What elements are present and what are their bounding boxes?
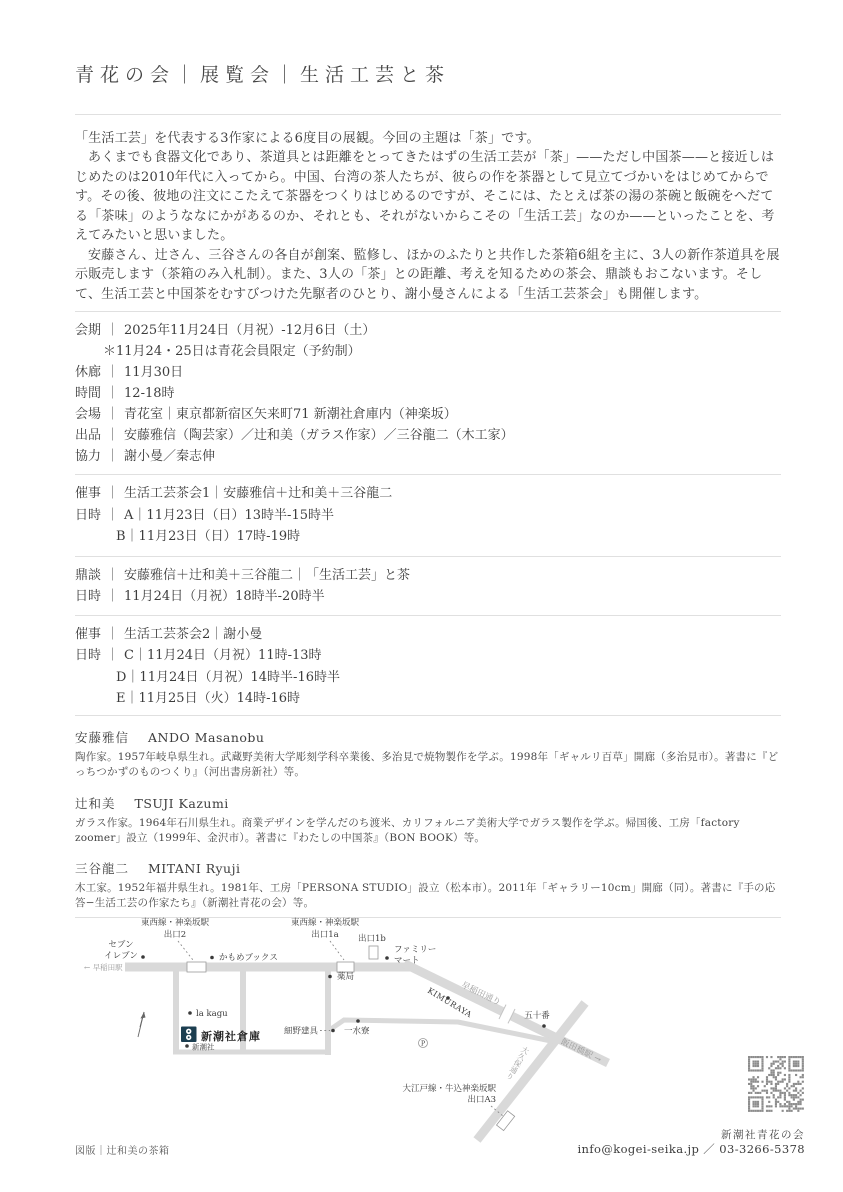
artist-name: 安藤雅信 <box>75 729 130 745</box>
gojuban-dot <box>542 1024 546 1028</box>
issui-ryo-label: 一水寮 <box>344 1026 370 1037</box>
divider <box>75 474 781 475</box>
exit1a-connector <box>330 941 344 960</box>
venue-logo-glyph-top-hole <box>188 1030 190 1032</box>
event-value: D｜11月24日（月祝）14時半-16時半 <box>116 669 340 685</box>
label-separator: ｜ <box>106 589 120 605</box>
label-separator: ｜ <box>106 428 120 444</box>
event-value: 安藤雅信＋辻和美＋三谷龍二｜「生活工芸」と茶 <box>124 567 411 583</box>
event-title-row <box>75 483 781 505</box>
artist-romaji: TSUJI Kazumi <box>134 795 229 811</box>
kamome-books-label: かもめブックス <box>219 953 278 963</box>
kamome-books-dot <box>210 956 214 960</box>
label-separator: ｜ <box>106 648 120 664</box>
detail-value: 青花室｜東京都新宿区矢来町71 新潮社倉庫内（神楽坂） <box>124 407 457 423</box>
label-separator: ｜ <box>106 365 120 381</box>
artist-name: 三谷龍二 <box>75 860 130 876</box>
event-value: 生活工芸茶会1｜安藤雅信＋辻和美＋三谷龍二 <box>124 486 393 502</box>
north-arrow-head <box>141 1012 146 1019</box>
oedo-station-label: 大江戸線・牛込神楽坂駅 <box>402 1084 496 1094</box>
contact-info: info@kogei-seika.jp ／ 03-3266-5378 <box>577 1142 805 1156</box>
parking-icon <box>419 1039 428 1048</box>
organizer-name: 新潮社青花の会 <box>721 1129 805 1141</box>
detail-value: 11月30日 <box>124 365 184 381</box>
event-label: 日時 <box>75 507 102 523</box>
detail-row-note <box>75 341 781 362</box>
divider <box>75 715 781 716</box>
detail-label: 会期 <box>75 323 102 339</box>
detail-label: 出品 <box>75 428 102 444</box>
detail-row-hours <box>75 383 781 404</box>
detail-label: 時間 <box>75 386 102 402</box>
kimuraya-label: KIMURAYA <box>425 985 474 1020</box>
event-title-row <box>75 565 781 587</box>
station-exit2-mark <box>187 962 206 972</box>
label-separator: ｜ <box>106 386 120 402</box>
venue-logo <box>181 1027 197 1043</box>
event-time-row <box>75 526 781 548</box>
pharmacy-label: 薬局 <box>337 972 355 982</box>
gojuban-label: 五十番 <box>524 1011 550 1021</box>
event-label: 催事 <box>75 626 102 642</box>
hosono-tategu-label: 細野建具 <box>283 1026 318 1037</box>
seven-eleven-label-1: セブン <box>108 940 134 950</box>
tozai-exit2-label: 出口2 <box>163 930 187 940</box>
qr-code <box>748 1056 804 1112</box>
issui-ryo-dot <box>356 1019 360 1023</box>
detail-row-closed <box>75 362 781 383</box>
divider <box>75 556 781 557</box>
event-time-row <box>75 688 781 710</box>
event-talk <box>75 565 781 608</box>
exit2-connector <box>178 941 193 960</box>
event-value: C｜11月24日（月祝）11時-13時 <box>124 648 322 664</box>
intro-paragraph-1: 「生活工芸」を代表する3作家による6度目の展観。今回の主題は「茶」です。 <box>75 130 540 146</box>
event-value: 生活工芸茶会2｜謝小曼 <box>124 626 263 642</box>
details-section <box>75 320 781 467</box>
event-label: 鼎談 <box>75 567 102 583</box>
artist-bio: 木工家。1952年福井県生れ。1981年、工房「PERSONA STUDIO」設立（松本市）。2011年「ギャラリー10cm」開廊（同）。著書に『手の応答−生活工芸の作家たち』（新潮社青花の会）等。 <box>75 881 776 909</box>
detail-label: 休廊 <box>75 365 102 381</box>
detail-value: 2025年11月24日（月祝）-12月6日（土） <box>124 323 376 339</box>
station-exit1b-mark <box>369 946 378 959</box>
artist-bio: 陶作家。1957年岐阜県生れ。武蔵野美術大学彫刻学科卒業後、多治見で焼物製作を学ぶ。1998年「ギャルリ百草」開廊（多治見市）。著書に『どっちつかずのものつくり』（河出書房新社）等。 <box>75 750 779 778</box>
parking-label: P <box>420 1040 426 1048</box>
qr-code-image <box>748 1056 804 1112</box>
event-time-row <box>75 505 781 527</box>
shinchosha-label: 新潮社 <box>192 1042 215 1052</box>
detail-row-cooperation <box>75 446 781 467</box>
hosono-dot <box>331 1029 335 1033</box>
pharmacy-dot <box>328 975 332 979</box>
event-value: A｜11月23日（日）13時半-15時半 <box>124 507 334 523</box>
detail-label: 協力 <box>75 449 102 465</box>
divider <box>75 114 781 115</box>
waseda-dori-label: 早稲田通り <box>459 980 503 1009</box>
event-time-row <box>75 586 781 608</box>
artist-heading <box>75 729 781 746</box>
venue-logo-glyph-bottom-hole <box>188 1036 190 1038</box>
artist-name: 辻和美 <box>75 795 116 811</box>
artist-block-tsuji <box>75 795 781 846</box>
tozai-exit1a-station-label: 東西線・神楽坂駅 <box>290 918 360 928</box>
detail-row-venue <box>75 404 781 425</box>
event-value: B｜11月23日（日）17時-19時 <box>116 529 301 545</box>
label-separator: ｜ <box>106 449 120 465</box>
event-time-row <box>75 645 781 667</box>
intro-section <box>75 129 781 305</box>
label-separator: ｜ <box>106 507 120 523</box>
map-roads <box>125 964 608 1141</box>
artist-heading <box>75 795 781 812</box>
venue-label: 新潮社倉庫 <box>201 1030 261 1043</box>
label-separator: ｜ <box>106 323 120 339</box>
event-label: 日時 <box>75 648 102 664</box>
detail-row-exhibitors <box>75 425 781 446</box>
detail-row-dates <box>75 320 781 341</box>
family-mart-dot <box>385 956 389 960</box>
divider <box>75 311 781 312</box>
access-map-region <box>0 900 843 1150</box>
event-tea-party-2 <box>75 624 781 710</box>
label-separator: ｜ <box>106 486 120 502</box>
tozai-exit2-station-label: 東西線・神楽坂駅 <box>140 918 210 928</box>
event-time-row <box>75 667 781 689</box>
detail-value: ＊11月24・25日は青花会員限定（予約制） <box>103 344 361 360</box>
north-arrow-icon <box>138 1012 146 1037</box>
la-kagu-label: la kagu <box>196 1009 228 1019</box>
intro-paragraph-3: 安藤さん、辻さん、三谷さんの各自が創案、監修し、ほかのふたりと共作した茶箱6組を主に、3人の新作茶道具を展示販売します（茶箱のみ入札制）。また、3人の「茶」との距離、考えを知るための茶会、鼎談もおこないます。そして、生活工芸と中国茶をむすびつけた先駆者のひとり、謝小曼さんによる「生活工芸茶会」も開催します。 <box>75 247 780 302</box>
iidabashi-label: 飯田橋駅 → <box>558 1037 603 1066</box>
event-title-row <box>75 624 781 646</box>
intro-paragraph-2: あくまでも食器文化であり、茶道具とは距離をとってきたはずの生活工芸が「茶」——ただし中国茶——と接近しはじめたのは2010年代に入ってから。中国、台湾の茶人たちが、彼らの作を茶器として見立てづかいをはじめてからです。その後、彼地の注文にこたえて茶器をつくりはじめるのですが、そこには、たとえば茶の湯の茶碗と飯碗をへだてる「茶味」のようななにかがあるのか、それとも、それがないからこその「生活工芸」なのか——といったことを、考えてみたいと思いました。 <box>75 150 775 244</box>
artist-bio: ガラス作家。1964年石川県生れ。商業デザインを学んだのち渡米、カリフォルニア美術大学でガラス製作を学ぶ。帰国後、工房「factory zoomer」設立（1999年、金沢市）。著書に『わたしの中国茶』（BON BOOK）等。 <box>75 816 740 844</box>
event-label: 催事 <box>75 486 102 502</box>
detail-value: 12-18時 <box>124 386 175 402</box>
page-title: 青花の会｜展覧会｜生活工芸と茶 <box>75 64 451 86</box>
event-label: 日時 <box>75 589 102 605</box>
detail-value: 安藤雅信（陶芸家）／辻和美（ガラス作家）／三谷龍二（木工家） <box>124 428 514 444</box>
family-mart-label-2: マート <box>394 956 420 966</box>
seven-eleven-dot <box>141 955 145 959</box>
station-exit1a-mark <box>337 962 354 972</box>
exit1b-label: 出口1b <box>358 934 386 944</box>
seven-eleven-label-2: イレブン <box>104 951 138 961</box>
divider <box>75 615 781 616</box>
label-separator: ｜ <box>106 626 120 642</box>
waseda-station-label: ← 早稲田駅 <box>84 963 123 972</box>
okubo-dori-label: 大久保通り <box>504 1044 531 1082</box>
artist-romaji: ANDO Masanobu <box>148 729 265 745</box>
event-tea-party-1 <box>75 483 781 548</box>
oedo-exitA3-label: 出口A3 <box>467 1095 496 1105</box>
shinchosha-dot <box>185 1044 189 1048</box>
artist-romaji: MITANI Ryuji <box>148 860 241 876</box>
label-separator: ｜ <box>106 567 120 583</box>
artist-block-ando <box>75 729 781 780</box>
event-value: E｜11月25日（火）14時-16時 <box>116 691 301 707</box>
label-separator: ｜ <box>106 407 120 423</box>
access-map <box>0 900 843 1150</box>
event-value: 11月24日（月祝）18時半-20時半 <box>124 589 325 605</box>
artist-heading <box>75 860 781 877</box>
la-kagu-dot <box>188 1011 192 1015</box>
family-mart-label-1: ファミリー <box>394 945 437 955</box>
detail-label: 会場 <box>75 407 102 423</box>
detail-value: 謝小曼／秦志伸 <box>124 449 216 465</box>
tozai-exit1a-label: 出口1a <box>311 930 339 940</box>
image-credit-caption: 図版｜辻和美の茶箱 <box>75 1146 170 1157</box>
